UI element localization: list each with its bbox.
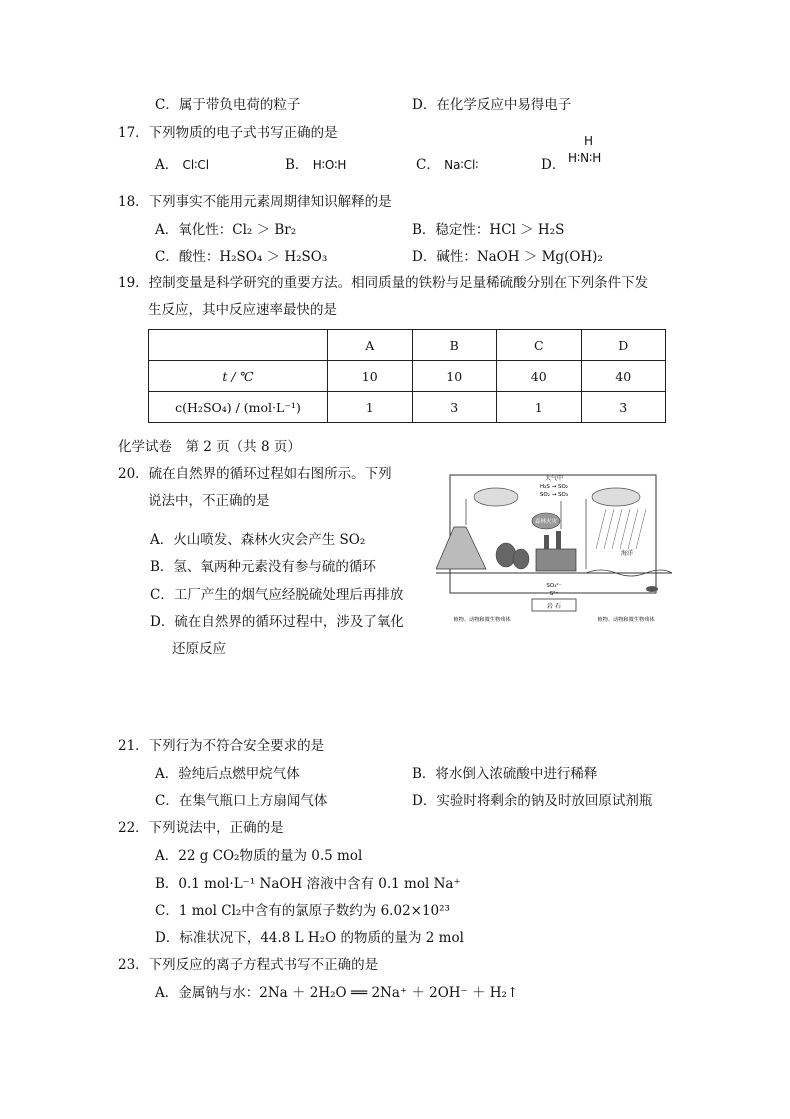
q20-option-b: B．氢、氧两种元素没有参与硫的循环 xyxy=(150,559,376,575)
cloud-icon xyxy=(474,488,518,506)
sulfur-cycle-diagram xyxy=(436,469,672,626)
q21-option-c: C．在集气瓶口上方扇闻气体 xyxy=(155,793,328,809)
q21-stem: 21．下列行为不符合安全要求的是 xyxy=(118,738,325,754)
table-header-cell: D xyxy=(581,330,666,361)
table-cell: 40 xyxy=(497,361,582,392)
table-header-cell: C xyxy=(497,330,582,361)
q20-stem-line2: 说法中，不正确的是 xyxy=(148,493,270,509)
q17-stem: 17．下列物质的电子式书写正确的是 xyxy=(118,125,338,141)
chimney-icon xyxy=(556,531,561,549)
forest-fire-label: 森林火灾 xyxy=(534,519,558,525)
q17-formula-a: Cl∶Cl xyxy=(182,158,210,172)
q21-option-d: D．实验时将剩余的钠及时放回原试剂瓶 xyxy=(412,793,653,809)
table-row-label: c(H₂SO₄) / (mol·L⁻¹) xyxy=(149,392,328,423)
q17-label-c: C． xyxy=(416,157,440,173)
q17-option-d: D． xyxy=(541,157,566,173)
atmosphere-label: 大气中 xyxy=(544,475,564,482)
q20-stem-line1: 20．硫在自然界的循环过程如右图所示。下列 xyxy=(118,466,392,482)
cloud-icon xyxy=(592,488,640,506)
q23-stem: 23．下列反应的离子方程式书写不正确的是 xyxy=(118,957,379,973)
q20-option-d-line1: D．硫在自然界的循环过程中，涉及了氧化 xyxy=(150,614,404,630)
q19-stem-line2: 生反应，其中反应速率最快的是 xyxy=(148,302,337,318)
q17-label-b: B． xyxy=(285,157,309,173)
table-row xyxy=(149,330,666,361)
q19-stem-line1: 19．控制变量是科学研究的重要方法。相同质量的铁粉与足量稀硫酸分别在下列条件下发 xyxy=(118,275,649,291)
q16-option-c: C．属于带负电荷的粒子 xyxy=(155,97,301,113)
q22-option-b: B．0.1 mol·L⁻¹ NaOH 溶液中含有 0.1 mol Na⁺ xyxy=(155,876,461,892)
reaction-conditions-table xyxy=(148,329,666,423)
table-cell: 1 xyxy=(497,392,582,423)
q21-option-b: B．将水倒入浓硫酸中进行稀释 xyxy=(412,766,598,782)
table-cell: 3 xyxy=(412,392,497,423)
q18-stem: 18．下列事实不能用元素周期律知识解释的是 xyxy=(118,194,392,210)
q18-option-d: D．碱性：NaOH ＞ Mg(OH)₂ xyxy=(412,249,603,265)
table-row xyxy=(149,392,666,423)
q22-stem: 22．下列说法中，正确的是 xyxy=(118,820,284,836)
residue-label-right: 植物、动物和微生物残体 xyxy=(597,617,655,623)
table-cell: 3 xyxy=(581,392,666,423)
q17-formula-d-mid: H∶N∶H xyxy=(568,151,602,165)
page-footer: 化学试卷 第 2 页（共 8 页） xyxy=(118,439,301,455)
rock-label: 岩 石 xyxy=(547,603,561,610)
q16-option-d: D．在化学反应中易得电子 xyxy=(412,97,572,113)
sulfate-label: SO₄²⁻ xyxy=(546,583,562,589)
q18-option-b: B．稳定性：HCl ＞ H₂S xyxy=(412,222,565,238)
q20-option-a: A．火山喷发、森林火灾会产生 SO₂ xyxy=(150,532,366,548)
table-header-cell xyxy=(149,330,328,361)
factory-icon xyxy=(536,549,576,571)
table-cell: 40 xyxy=(581,361,666,392)
q22-option-c: C．1 mol Cl₂中含有的氯原子数约为 6.02×10²³ xyxy=(155,903,450,919)
ocean-label: 海洋 xyxy=(620,550,634,557)
q17-option-c xyxy=(416,155,478,175)
atmosphere-species-2: SO₂ → SO₃ xyxy=(539,492,569,498)
table-cell: 10 xyxy=(328,361,413,392)
table-header-cell: B xyxy=(412,330,497,361)
fish-icon xyxy=(646,586,658,592)
residue-label-left: 植物、动物和微生物残体 xyxy=(453,617,511,623)
table-header-cell: A xyxy=(328,330,413,361)
q17-option-a xyxy=(155,155,209,175)
sulfide-label: S²⁻ xyxy=(549,591,559,597)
q23-option-a: A．金属钠与水：2Na ＋ 2H₂O ══ 2Na⁺ ＋ 2OH⁻ ＋ H₂↑ xyxy=(155,985,519,1001)
table-cell: 10 xyxy=(412,361,497,392)
q17-option-b xyxy=(285,155,346,175)
chimney-icon xyxy=(544,535,549,549)
table-row-label: t / ℃ xyxy=(149,361,328,392)
q17-formula-c: Na∶Cl∶ xyxy=(444,158,479,172)
q18-option-c: C．酸性：H₂SO₄ ＞ H₂SO₃ xyxy=(155,249,328,265)
q17-formula-b: H∶O∶H xyxy=(312,158,347,172)
q17-label-a: A． xyxy=(155,157,179,173)
q20-option-d-line2: 还原反应 xyxy=(172,641,226,657)
q18-option-a: A．氧化性：Cl₂ ＞ Br₂ xyxy=(155,222,297,238)
table-row xyxy=(149,361,666,392)
q22-option-a: A．22 g CO₂物质的量为 0.5 mol xyxy=(155,848,363,864)
q20-option-c: C．工厂产生的烟气应经脱硫处理后再排放 xyxy=(150,587,404,603)
q17-formula-d-top: H xyxy=(584,134,594,148)
atmosphere-species: H₂S → SO₂ xyxy=(540,484,568,490)
table-cell: 1 xyxy=(328,392,413,423)
q22-option-d: D．标准状况下，44.8 L H₂O 的物质的量为 2 mol xyxy=(155,930,464,946)
q21-option-a: A．验纯后点燃甲烷气体 xyxy=(155,766,300,782)
